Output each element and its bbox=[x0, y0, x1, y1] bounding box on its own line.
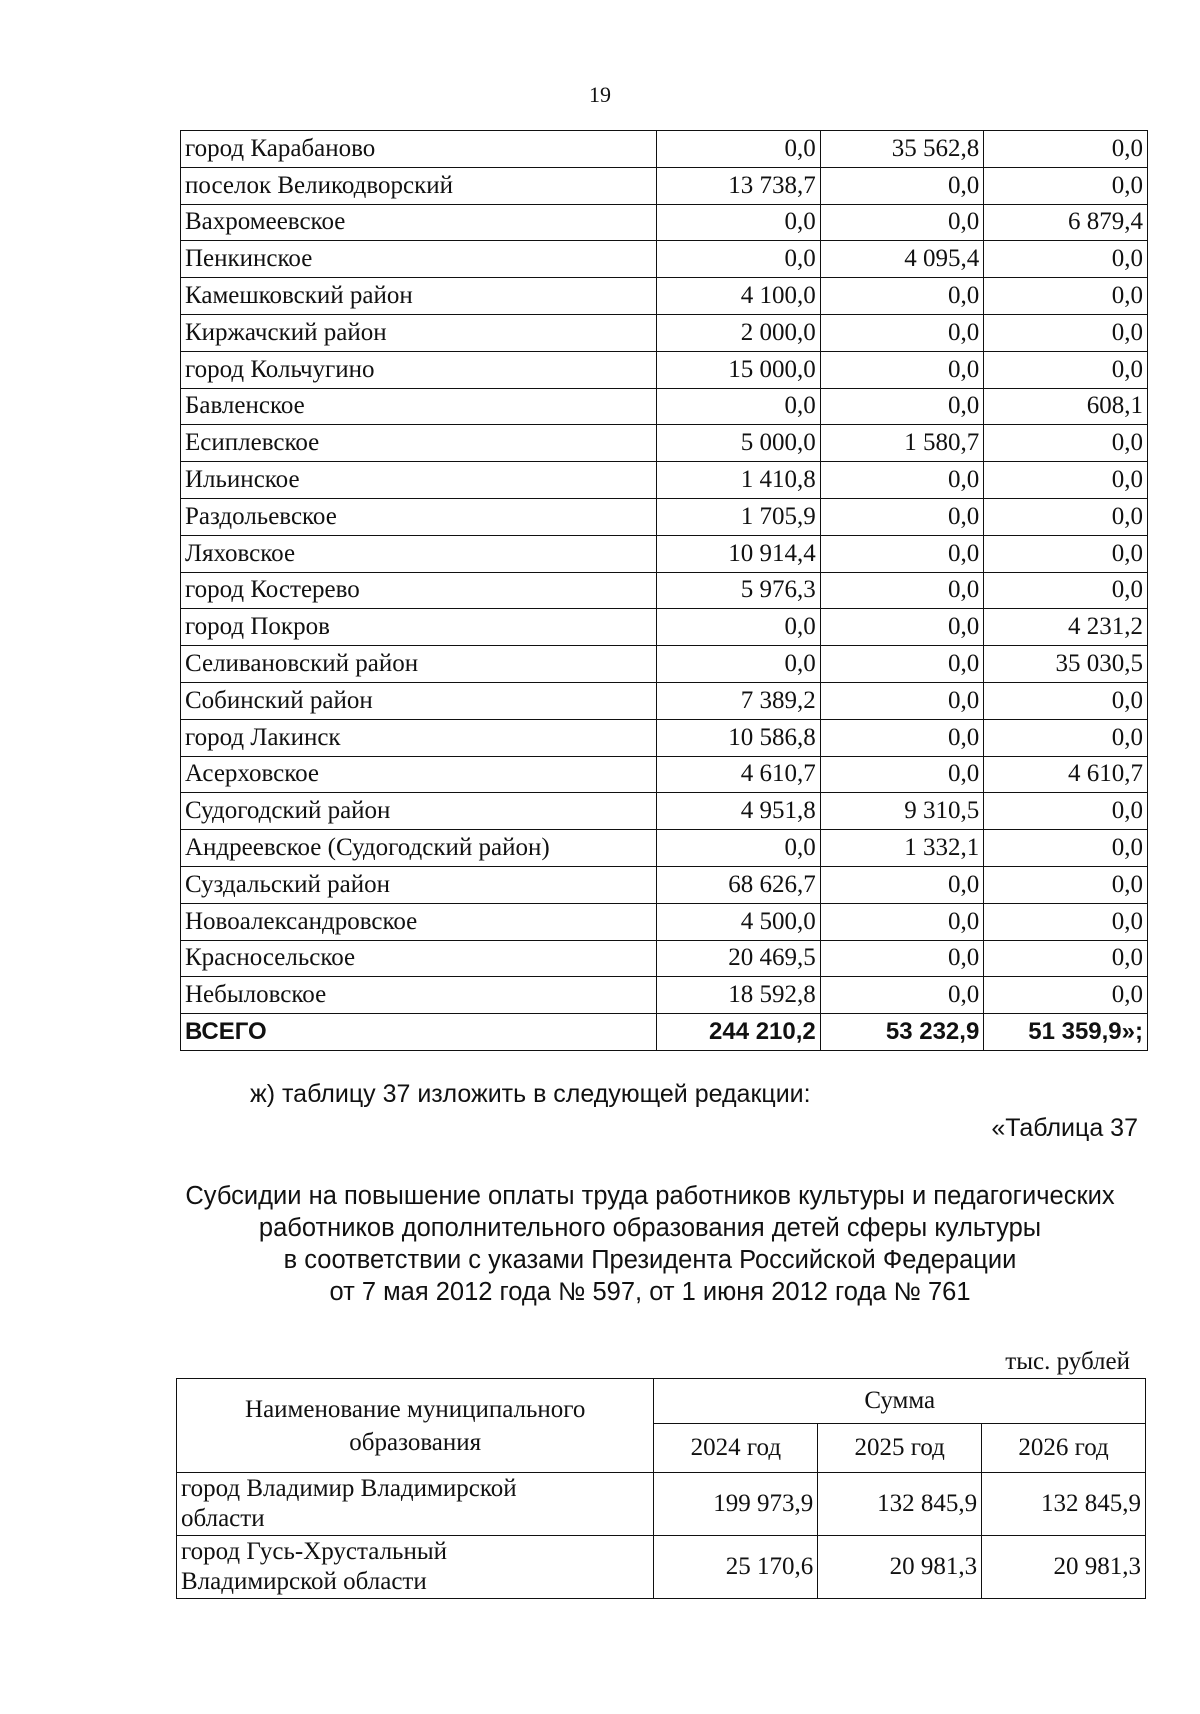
cell-name: город Карабаново bbox=[181, 131, 657, 168]
cell-value: 0,0 bbox=[984, 719, 1148, 756]
cell-value: 4 610,7 bbox=[657, 756, 821, 793]
cell-value: 0,0 bbox=[984, 682, 1148, 719]
cell-value: 4 500,0 bbox=[657, 903, 821, 940]
cell-value: 0,0 bbox=[820, 351, 984, 388]
cell-value: 5 976,3 bbox=[657, 572, 821, 609]
title-line: от 7 мая 2012 года № 597, от 1 июня 2012 года № 761 bbox=[329, 1278, 971, 1306]
cell-value: 0,0 bbox=[820, 167, 984, 204]
cell-name: Пенкинское bbox=[181, 241, 657, 278]
table-row bbox=[181, 756, 1148, 793]
cell-value: 5 000,0 bbox=[657, 425, 821, 462]
header-sum: Сумма bbox=[654, 1379, 1146, 1424]
cell-name: Собинский район bbox=[181, 682, 657, 719]
table-row bbox=[181, 719, 1148, 756]
cell-name: Красносельское bbox=[181, 940, 657, 977]
cell-value: 0,0 bbox=[984, 314, 1148, 351]
table-row bbox=[181, 462, 1148, 499]
cell-value: 0,0 bbox=[984, 278, 1148, 315]
cell-value: 0,0 bbox=[820, 535, 984, 572]
cell-name: Камешковский район bbox=[181, 278, 657, 315]
cell-value: 1 580,7 bbox=[820, 425, 984, 462]
cell-value: 25 170,6 bbox=[654, 1536, 818, 1599]
table-row bbox=[181, 131, 1148, 168]
table-row bbox=[181, 388, 1148, 425]
cell-value: 0,0 bbox=[984, 977, 1148, 1014]
cell-value: 0,0 bbox=[984, 903, 1148, 940]
subsidy-table-continued bbox=[180, 130, 1148, 1051]
cell-value: 20 981,3 bbox=[982, 1536, 1146, 1599]
table-row bbox=[181, 498, 1148, 535]
cell-value: 0,0 bbox=[984, 866, 1148, 903]
cell-value: 15 000,0 bbox=[657, 351, 821, 388]
cell-value: 4 100,0 bbox=[657, 278, 821, 315]
cell-value: 244 210,2 bbox=[657, 1014, 821, 1051]
cell-name: Ляховское bbox=[181, 535, 657, 572]
table-row bbox=[181, 167, 1148, 204]
table-37 bbox=[176, 1378, 1146, 1599]
cell-name-line: город Владимир Владимирской bbox=[181, 1475, 517, 1502]
cell-value: 4 231,2 bbox=[984, 609, 1148, 646]
page-number: 19 bbox=[589, 82, 611, 107]
cell-name: поселок Великодворский bbox=[181, 167, 657, 204]
cell-value: 0,0 bbox=[820, 278, 984, 315]
cell-value: 0,0 bbox=[820, 719, 984, 756]
cell-name: Селивановский район bbox=[181, 646, 657, 683]
cell-value: 4 610,7 bbox=[984, 756, 1148, 793]
cell-value: 6 879,4 bbox=[984, 204, 1148, 241]
title-line: Субсидии на повышение оплаты труда работников культуры и педагогических bbox=[185, 1182, 1115, 1210]
cell-name: Асерховское bbox=[181, 756, 657, 793]
table-row bbox=[181, 425, 1148, 462]
cell-value: 0,0 bbox=[820, 866, 984, 903]
cell-value: 0,0 bbox=[657, 388, 821, 425]
cell-value: 0,0 bbox=[820, 756, 984, 793]
cell-value: 608,1 bbox=[984, 388, 1148, 425]
cell-name: город Лакинск bbox=[181, 719, 657, 756]
cell-value: 1 705,9 bbox=[657, 498, 821, 535]
cell-name: Ильинское bbox=[181, 462, 657, 499]
cell-value: 0,0 bbox=[820, 940, 984, 977]
cell-value: 0,0 bbox=[984, 462, 1148, 499]
cell-value: 0,0 bbox=[984, 572, 1148, 609]
cell-name-line: Владимирской области bbox=[181, 1568, 427, 1595]
cell-name-line: области bbox=[181, 1505, 265, 1532]
cell-value: 0,0 bbox=[657, 131, 821, 168]
table-row bbox=[181, 903, 1148, 940]
header-year: 2025 год bbox=[818, 1424, 982, 1473]
table-row bbox=[181, 241, 1148, 278]
cell-value: 68 626,7 bbox=[657, 866, 821, 903]
table-row bbox=[181, 314, 1148, 351]
table-row bbox=[181, 204, 1148, 241]
cell-value: 35 030,5 bbox=[984, 646, 1148, 683]
table-row bbox=[181, 351, 1148, 388]
cell-value: 0,0 bbox=[657, 646, 821, 683]
cell-name: Есиплевское bbox=[181, 425, 657, 462]
cell-value: 0,0 bbox=[657, 609, 821, 646]
header-name-line: Наименование муниципального bbox=[245, 1395, 586, 1423]
table-row bbox=[181, 866, 1148, 903]
cell-name: Вахромеевское bbox=[181, 204, 657, 241]
table-row bbox=[181, 572, 1148, 609]
table-row bbox=[181, 278, 1148, 315]
cell-value: 0,0 bbox=[820, 462, 984, 499]
cell-value: 13 738,7 bbox=[657, 167, 821, 204]
cell-value: 0,0 bbox=[984, 167, 1148, 204]
cell-value: 0,0 bbox=[657, 830, 821, 867]
cell-value: 0,0 bbox=[984, 830, 1148, 867]
cell-value: 0,0 bbox=[984, 131, 1148, 168]
title-line: в соответствии с указами Президента Российской Федерации bbox=[283, 1246, 1017, 1274]
cell-value: 1 332,1 bbox=[820, 830, 984, 867]
cell-value: 0,0 bbox=[984, 241, 1148, 278]
table-row bbox=[181, 535, 1148, 572]
table-row bbox=[181, 977, 1148, 1014]
cell-value: 0,0 bbox=[820, 572, 984, 609]
cell-name: Киржачский район bbox=[181, 314, 657, 351]
header-row bbox=[177, 1379, 1146, 1424]
cell-value: 0,0 bbox=[984, 535, 1148, 572]
table-row bbox=[177, 1536, 1146, 1599]
cell-value: 0,0 bbox=[820, 609, 984, 646]
cell-value: 53 232,9 bbox=[820, 1014, 984, 1051]
cell-value: 0,0 bbox=[820, 903, 984, 940]
cell-name: Судогодский район bbox=[181, 793, 657, 830]
cell-value: 10 914,4 bbox=[657, 535, 821, 572]
cell-value: 0,0 bbox=[984, 793, 1148, 830]
table-row bbox=[181, 793, 1148, 830]
table-row bbox=[181, 646, 1148, 683]
cell-name: Суздальский район bbox=[181, 866, 657, 903]
cell-name: ВСЕГО bbox=[181, 1014, 657, 1051]
cell-value: 9 310,5 bbox=[820, 793, 984, 830]
table-row bbox=[181, 940, 1148, 977]
cell-name-line: город Гусь-Хрустальный bbox=[181, 1538, 448, 1565]
cell-name: Небыловское bbox=[181, 977, 657, 1014]
cell-value: 10 586,8 bbox=[657, 719, 821, 756]
cell-value: 0,0 bbox=[820, 388, 984, 425]
table-title bbox=[150, 1180, 1150, 1308]
table-row bbox=[181, 830, 1148, 867]
table-label: «Таблица 37 bbox=[991, 1114, 1138, 1142]
cell-value: 0,0 bbox=[820, 498, 984, 535]
title-line: работников дополнительного образования детей сферы культуры bbox=[258, 1214, 1042, 1242]
table-row bbox=[181, 682, 1148, 719]
total-row bbox=[181, 1014, 1148, 1051]
header-name bbox=[177, 1379, 654, 1473]
cell-value: 51 359,9»; bbox=[984, 1014, 1148, 1051]
cell-name: Андреевское (Судогодский район) bbox=[181, 830, 657, 867]
cell-value: 20 469,5 bbox=[657, 940, 821, 977]
cell-value: 2 000,0 bbox=[657, 314, 821, 351]
cell-value: 0,0 bbox=[820, 646, 984, 683]
cell-name: город Костерево bbox=[181, 572, 657, 609]
header-year: 2024 год bbox=[654, 1424, 818, 1473]
cell-value: 35 562,8 bbox=[820, 131, 984, 168]
cell-name: город Покров bbox=[181, 609, 657, 646]
cell-value: 0,0 bbox=[657, 204, 821, 241]
cell-value: 1 410,8 bbox=[657, 462, 821, 499]
cell-name bbox=[177, 1536, 654, 1599]
cell-value: 0,0 bbox=[820, 977, 984, 1014]
cell-value: 0,0 bbox=[984, 425, 1148, 462]
cell-value: 0,0 bbox=[657, 241, 821, 278]
cell-value: 0,0 bbox=[820, 682, 984, 719]
cell-value: 0,0 bbox=[984, 351, 1148, 388]
amendment-instruction: ж) таблицу 37 изложить в следующей редакции: bbox=[250, 1080, 811, 1108]
cell-value: 0,0 bbox=[984, 940, 1148, 977]
cell-value: 0,0 bbox=[820, 314, 984, 351]
cell-value: 0,0 bbox=[984, 498, 1148, 535]
units-label: тыс. рублей bbox=[1005, 1348, 1130, 1375]
header-name-line: образования bbox=[349, 1428, 482, 1456]
cell-value: 4 095,4 bbox=[820, 241, 984, 278]
cell-name: Новоалександровское bbox=[181, 903, 657, 940]
header-year: 2026 год bbox=[982, 1424, 1146, 1473]
cell-value: 18 592,8 bbox=[657, 977, 821, 1014]
cell-name bbox=[177, 1473, 654, 1536]
cell-name: город Кольчугино bbox=[181, 351, 657, 388]
cell-value: 7 389,2 bbox=[657, 682, 821, 719]
cell-value: 4 951,8 bbox=[657, 793, 821, 830]
cell-name: Раздольевское bbox=[181, 498, 657, 535]
cell-value: 132 845,9 bbox=[818, 1473, 982, 1536]
cell-value: 132 845,9 bbox=[982, 1473, 1146, 1536]
cell-value: 0,0 bbox=[820, 204, 984, 241]
table-row bbox=[177, 1473, 1146, 1536]
cell-name: Бавленское bbox=[181, 388, 657, 425]
table-row bbox=[181, 609, 1148, 646]
cell-value: 199 973,9 bbox=[654, 1473, 818, 1536]
cell-value: 20 981,3 bbox=[818, 1536, 982, 1599]
